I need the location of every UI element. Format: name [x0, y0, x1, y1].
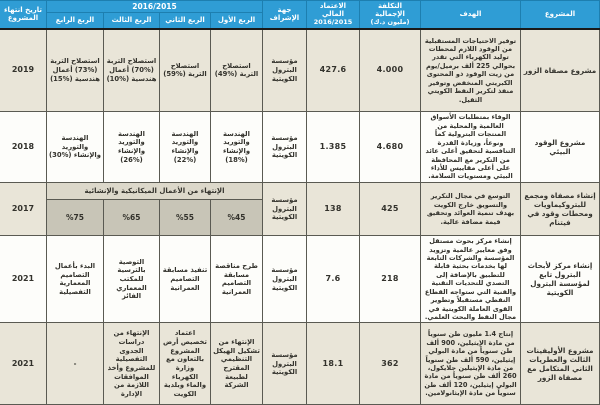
cell-goal: توفير الاحتياجات المستقبلية من الوقود اللازم لمحطات توليد الكهرباء التي تقدر بحوالي 225 ألف برميل/يوم من زيت الوقود ذو المحتوى الكبريتي المنخفض وتوفير منفذ لتكرير النفط الكويتي الثقيل. — [421, 29, 521, 112]
cell-q2: تنفيذ مسابقة التصاميم العمرانية — [160, 236, 211, 323]
cell-total-cost: 4.000 — [360, 29, 421, 112]
cell-goal: التوسع في مجال التكرير والتسويق خارج الكويت بهدف تنمية العوائد وتحقيق قيمة مضافة عالية. — [421, 183, 521, 236]
cell-project: مشروع الأوليفينات الثالث والعطريات الثاني المتكامل مع مصفاة الزور — [521, 323, 600, 405]
cell-project: إنشاء مركز لأبحاث البترول تابع لمؤسسة البترول الكويتية — [521, 236, 600, 323]
cell-goal: إنتاج 1.4 مليون طن سنوياً من مادة الإيثيلين، 900 ألف طن سنوياً من مادة البولي إيثيلين، 590 ألف طن سنوياً من مادة الإيثيلين جلايكول، 260 ألف طن سنوياً من مادة البولي إيثيلين، 120 ألف طن سنوياً من مادة الإيثانولامين. — [421, 323, 521, 405]
cell-q1: الإنتهاء من تشكيل الهيكل التنظيمي المقترح لطبيعة الشركة — [211, 323, 263, 405]
cell-total-cost: 362 — [360, 323, 421, 405]
cell-q4-percent: %75 — [47, 200, 104, 236]
cell-q3-percent: %65 — [104, 200, 160, 236]
cell-allocation: 18.1 — [307, 323, 360, 405]
cell-allocation: 427.6 — [307, 29, 360, 112]
cell-q2: اعتماد تخصيص أرض المشروع بالتعاون مع وزارة الكهرباء والماء وبلدية الكويت — [160, 323, 211, 405]
cell-total-cost: 218 — [360, 236, 421, 323]
cell-project: إنشاء مصفاة ومجمع للبتروكيماويات ومحطات وقود في فيتنام — [521, 183, 600, 236]
table-header — [0, 1, 600, 29]
table-row — [0, 112, 600, 183]
cell-q1: الهندسة والتوريد والإنشاء (%18) — [211, 112, 263, 183]
cell-q2: الهندسة والتوريد والإنشاء (%22) — [160, 112, 211, 183]
cell-end-date: 2018 — [0, 112, 47, 183]
header-total-cost-unit: (مليون د.ك) — [370, 17, 410, 26]
cell-q1: استصلاح التربة (%49) — [211, 29, 263, 112]
cell-allocation: 7.6 — [307, 236, 360, 323]
cell-q1: طرح مناقصة مسابقة التصاميم العمرانية — [211, 236, 263, 323]
cell-quarters-merged-label: الإنتهاء من الأعمال الميكانيكية والإنشائية — [47, 183, 263, 200]
cell-q4: البدء بأعمال التصاميم المعمارية التفصيلية — [47, 236, 104, 323]
header-supervisor: جهة الإشراف — [263, 1, 307, 29]
header-q1: الربع الأول — [211, 13, 263, 29]
cell-supervisor: مؤسسة البترول الكويتية — [263, 323, 307, 405]
cell-q3: الهندسة والتوريد والإنشاء (%26) — [104, 112, 160, 183]
cell-total-cost: 4.680 — [360, 112, 421, 183]
header-allocation-title: الاعتماد المالي — [319, 2, 347, 19]
header-q3: الربع الثالث — [104, 13, 160, 29]
cell-q1-percent: %45 — [211, 200, 263, 236]
cell-q3: استصلاح التربة (%70) أعمال هندسية (%10) — [104, 29, 160, 112]
cell-end-date: 2017 — [0, 183, 47, 236]
cell-project: مشروع مصفاة الزور — [521, 29, 600, 112]
cell-end-date: 2021 — [0, 236, 47, 323]
header-total-cost-title: التكلفة الإجمالية — [375, 2, 405, 19]
cell-end-date: 2021 — [0, 323, 47, 405]
cell-goal: إنشاء مركز بحوث مستقل وفق معايير عالمية وتزويد المؤسسة والشركات التابعة لها بخدمات بحثية قابلة للتطبيق بالإضافة إلى التصدي للتحديات التقنية والفنية التي ستواجه القطاع النفطي مستقبلاً وتطوير القوى العاملة الكويتية في مجال النفط والبحث العلمي. — [421, 236, 521, 323]
table-row — [0, 29, 600, 112]
header-end-date: تاريخ انتهاء المشروع — [0, 1, 47, 29]
cell-project: مشروع الوقود البيئي — [521, 112, 600, 183]
table-row — [0, 183, 600, 200]
cell-supervisor: مؤسسة البترول الكويتية — [263, 29, 307, 112]
header-allocation-year: 2016/2015 — [313, 17, 353, 26]
cell-total-cost: 425 — [360, 183, 421, 236]
cell-q3: التوصية بالترسية للمكتب المعماري الفائز — [104, 236, 160, 323]
cell-q2: استصلاح التربة (%59) — [160, 29, 211, 112]
cell-goal: الوفاء بمتطلبات الأسواق العالمية والمحلية من المنتجات البترولية كماً ونوعاً، وزيادة القدرة التنافسية لتحقيق أعلى عائد من التكرير مع المحافظة على أعلى مقاييس للأداء البيئي ومستويات السلامة. — [421, 112, 521, 183]
cell-q3: الإنتهاء من دراسات الجدوى التفصيلية للمشروع وأخذ الموافقات اللازمة من الإدارة — [104, 323, 160, 405]
table-row — [0, 236, 600, 323]
header-q4: الربع الرابع — [47, 13, 104, 29]
table-row — [0, 323, 600, 405]
cell-supervisor: مؤسسة البترول الكويتية — [263, 236, 307, 323]
cell-q4: - — [47, 323, 104, 405]
cell-end-date: 2019 — [0, 29, 47, 112]
header-goal: الهدف — [421, 1, 521, 29]
cell-supervisor: مؤسسة البترول الكويتية — [263, 183, 307, 236]
cell-q2-percent: %55 — [160, 200, 211, 236]
cell-allocation: 1.385 — [307, 112, 360, 183]
header-project: المشروع — [521, 1, 600, 29]
cell-q4: الهندسة والتوريد والإنشاء (%30) — [47, 112, 104, 183]
header-allocation — [307, 1, 360, 29]
header-total-cost — [360, 1, 421, 29]
cell-supervisor: مؤسسة البترول الكويتية — [263, 112, 307, 183]
cell-allocation: 138 — [307, 183, 360, 236]
header-q2: الربع الثاني — [160, 13, 211, 29]
cell-q4: استصلاح التربة (%73) أعمال هندسية (%15) — [47, 29, 104, 112]
header-year-group: 2016/2015 — [47, 1, 263, 13]
